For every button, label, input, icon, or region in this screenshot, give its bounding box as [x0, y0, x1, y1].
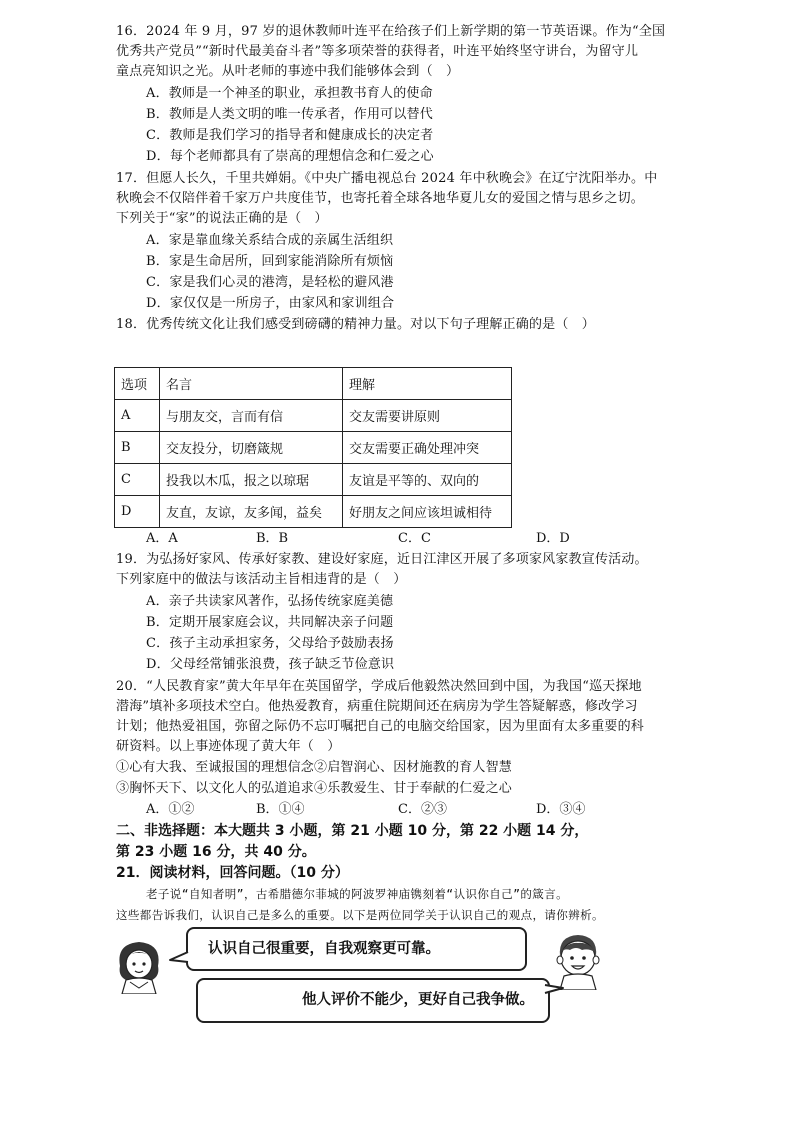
q19-option-d: D．父母经常铺张浪费，孩子缺乏节俭意识	[146, 657, 395, 672]
q21-material-line1: 老子说“自知者明”，古希腊德尔菲城的阿波罗神庙镌刻着“认识你自己”的箴言。	[146, 887, 568, 901]
q20-stem-line3: 计划；他热爱祖国，弥留之际仍不忘叮嘱把自己的电脑交给国家，因为里面有太多重要的科	[116, 719, 645, 734]
q18-answer-d: D．D	[536, 531, 570, 546]
q19-stem-line1: 19．为弘扬好家风、传承好家教、建设好家庭，近日江津区开展了多项家风家教宣传活动。	[116, 552, 648, 567]
q17-option-c: C．家是我们心灵的港湾，是轻松的避风港	[146, 275, 394, 290]
q19-option-c: C．孩子主动承担家务，父母给予鼓励表扬	[146, 636, 394, 651]
header-understanding: 理解	[343, 368, 512, 400]
q20-statement-line1: ①心有大我、至诚报国的理想信念②启智润心、因材施教的育人智慧	[116, 760, 513, 775]
q21-material-line2: 这些都告诉我们，认识自己是多么的重要。以下是两位同学关于认识自己的观点，请你辨析。	[116, 908, 604, 922]
table-row	[115, 496, 512, 528]
cell-option: A	[115, 400, 160, 432]
section2-heading-line2: 第 23 小题 16 分，共 40 分。	[116, 844, 316, 860]
q18-stem: 18．优秀传统文化让我们感受到磅礴的精神力量。对以下句子理解正确的是（ ）	[116, 317, 595, 332]
q17-option-a: A．家是靠血缘关系结合成的亲属生活组织	[146, 233, 394, 248]
header-option: 选项	[115, 368, 160, 400]
q16-option-d: D．每个老师都具有了崇高的理想信念和仁爱之心	[146, 149, 434, 164]
bubble-girl-text: 认识自己很重要，自我观察更可靠。	[208, 941, 440, 957]
cell-understanding: 交友需要讲原则	[343, 400, 512, 432]
q19-option-a: A．亲子共读家风著作，弘扬传统家庭美德	[146, 594, 394, 609]
q17-stem-line3: 下列关于“家”的说法正确的是（ ）	[116, 211, 328, 226]
q18-quote-table	[114, 367, 512, 528]
cell-quote: 友直，友谅，友多闻，益矣	[160, 496, 343, 528]
header-quote: 名言	[160, 368, 343, 400]
cell-quote: 与朋友交，言而有信	[160, 400, 343, 432]
q20-answer-b: B．①④	[256, 802, 305, 817]
q16-stem-line1: 16．2024 年 9 月，97 岁的退休教师叶连平在给孩子们上新学期的第一节英语课。作为“全国	[116, 24, 666, 39]
q19-option-b: B．定期开展家庭会议，共同解决亲子问题	[146, 615, 394, 630]
q18-answer-c: C．C	[398, 531, 431, 546]
q20-stem-line4: 研资料。以上事迹体现了黄大年（ ）	[116, 739, 341, 754]
speech-bubble-boy	[196, 978, 550, 1023]
q17-stem-line1: 17．但愿人长久，千里共婵娟。《中央广播电视总台 2024 年中秋晚会》在辽宁沈阳举办。中	[116, 171, 658, 186]
q17-stem-line2: 秋晚会不仅陪伴着千家万户共度佳节，也寄托着全球各地华夏儿女的爱国之情与思乡之切。	[116, 191, 645, 206]
speech-bubble-girl	[186, 927, 527, 971]
q17-option-b: B．家是生命居所，回到家能消除所有烦恼	[146, 254, 394, 269]
girl-student-icon	[112, 936, 166, 994]
q17-option-d: D．家仅仅是一所房子，由家风和家训组合	[146, 296, 395, 311]
bubble-tail-girl	[168, 950, 190, 966]
q20-answer-d: D．③④	[536, 802, 586, 817]
cell-understanding: 交友需要正确处理冲突	[343, 432, 512, 464]
cell-option: C	[115, 464, 160, 496]
q16-option-a: A．教师是一个神圣的职业，承担教书育人的使命	[146, 86, 433, 101]
q21-title: 21．阅读材料，回答问题。（10 分）	[116, 865, 349, 881]
q20-statement-line2: ③胸怀天下、以文化人的弘道追求④乐教爱生、甘于奉献的仁爱之心	[116, 781, 513, 796]
bubble-tail-boy	[543, 982, 567, 998]
cell-quote: 交友投分，切磨箴规	[160, 432, 343, 464]
q16-option-b: B．教师是人类文明的唯一传承者，作用可以替代	[146, 107, 433, 122]
cell-option: D	[115, 496, 160, 528]
cell-understanding: 友谊是平等的、双向的	[343, 464, 512, 496]
boy-student-icon	[548, 930, 608, 990]
q18-answer-b: B．B	[256, 531, 289, 546]
q19-stem-line2: 下列家庭中的做法与该活动主旨相违背的是（ ）	[116, 572, 407, 587]
table-header-row	[115, 368, 512, 400]
q20-stem-line2: 潜海”填补多项技术空白。他热爱教育，病重住院期间还在病房为学生答疑解惑，修改学习	[116, 699, 638, 714]
cell-understanding: 好朋友之间应该坦诚相待	[343, 496, 512, 528]
cell-option: B	[115, 432, 160, 464]
table-row	[115, 464, 512, 496]
q20-answer-c: C．②③	[398, 802, 447, 817]
q16-stem-line3: 童点亮知识之光。从叶老师的事迹中我们能够体会到（ ）	[116, 64, 460, 79]
q16-option-c: C．教师是我们学习的指导者和健康成长的决定者	[146, 128, 434, 143]
q20-stem-line1: 20．“人民教育家”黄大年早年在英国留学，学成后他毅然决然回到中国，为我国“巡天探地	[116, 679, 642, 694]
table-row	[115, 400, 512, 432]
q20-answer-a: A．①②	[146, 802, 195, 817]
q16-stem-line2: 优秀共产党员”“新时代最美奋斗者”等多项荣誉的获得者，叶连平始终坚守讲台，为留守儿	[116, 44, 639, 59]
bubble-boy-text: 他人评价不能少，更好自己我争做。	[302, 992, 534, 1008]
cell-quote: 投我以木瓜，报之以琼琚	[160, 464, 343, 496]
q18-answer-a: A．A	[146, 531, 178, 546]
section2-heading-line1: 二、非选择题：本大题共 3 小题，第 21 小题 10 分，第 22 小题 14 分，	[116, 823, 589, 839]
table-row	[115, 432, 512, 464]
